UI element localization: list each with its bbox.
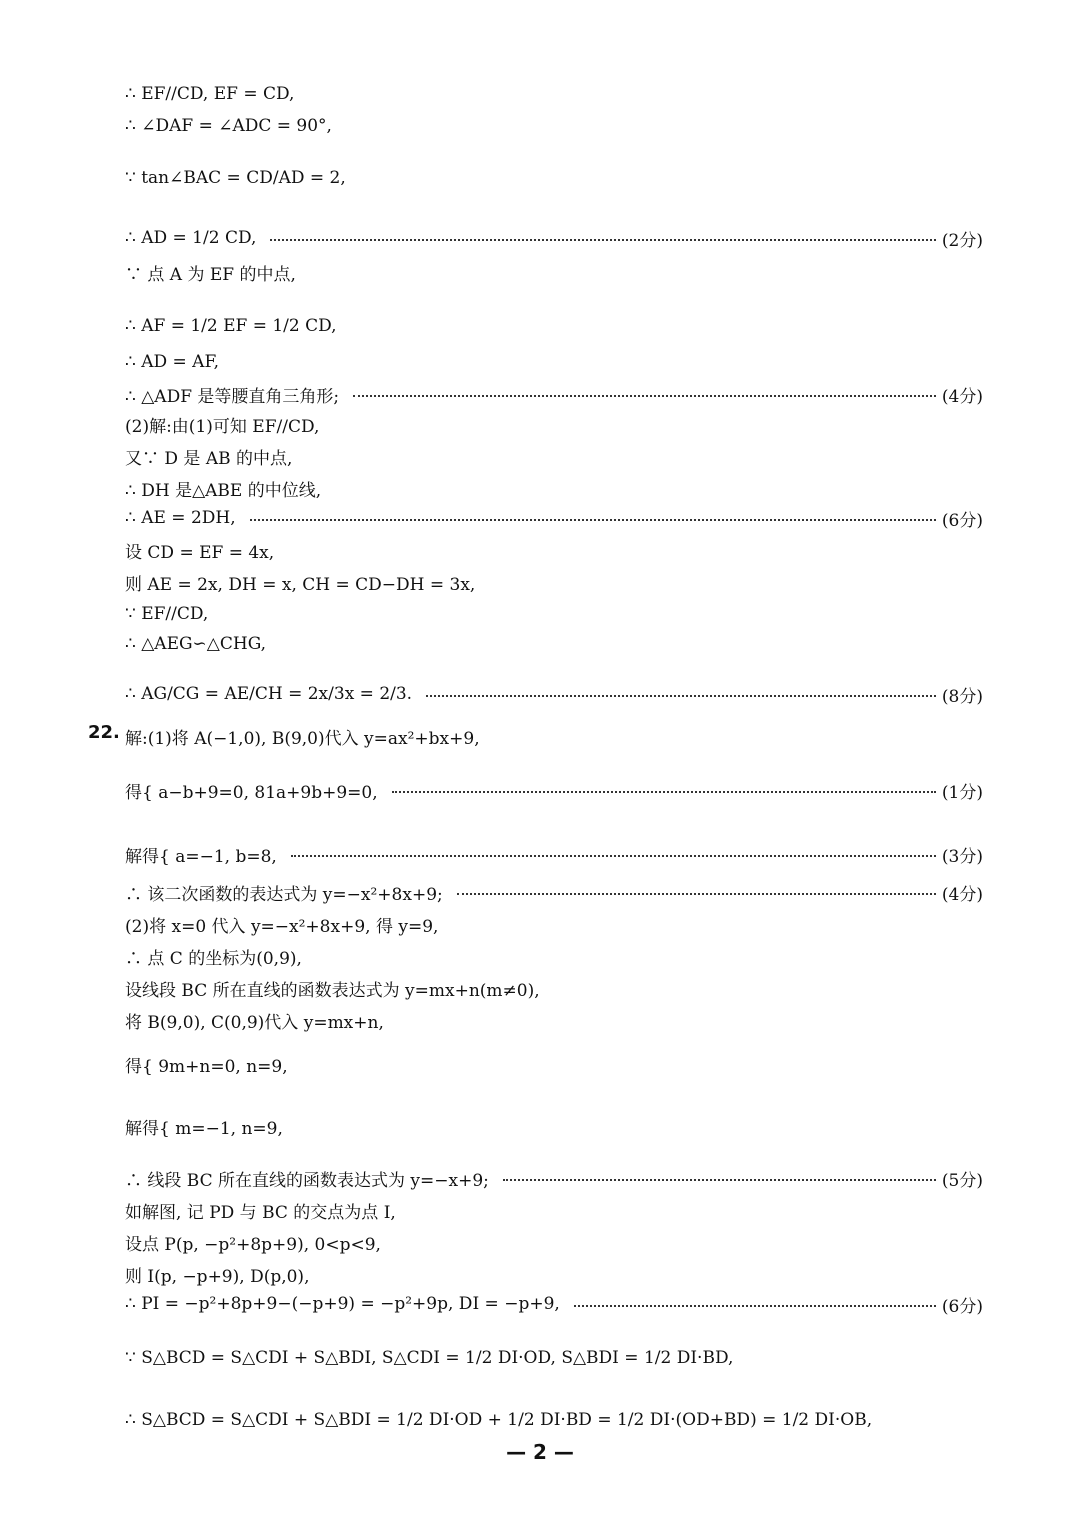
solution-line-text: ∴ ∠DAF = ∠ADC = 90°, [125, 116, 332, 136]
solution-line [125, 534, 983, 566]
solution-line [125, 1392, 983, 1448]
solution-line-text: (2)将 x=0 代入 y=−x²+8x+9, 得 y=9, [125, 916, 439, 937]
question-number: 22. [88, 722, 120, 743]
dot-leader [503, 1179, 936, 1181]
solution-line-text: ∴ AE = 2DH, [125, 508, 236, 528]
solution-line-text: ∵ EF//CD, [125, 604, 209, 624]
score-label: (6分) [941, 1296, 983, 1317]
solution-line-text: 设 CD = EF = 4x, [125, 542, 275, 563]
solution-line-text: 则 AE = 2x, DH = x, CH = CD−DH = 3x, [125, 574, 476, 595]
solution-line-text: 设点 P(p, −p²+8p+9), 0<p<9, [125, 1234, 381, 1255]
score-label: (4分) [941, 884, 983, 905]
solution-line-text: 则 I(p, −p+9), D(p,0), [125, 1266, 310, 1287]
score-label: (2分) [941, 230, 983, 251]
solution-line-text: 解得{ a=−1, b=8, [125, 846, 277, 867]
solution-line [125, 1004, 983, 1036]
solution-line [125, 908, 983, 940]
score-label: (8分) [941, 686, 983, 707]
solution-line-text: ∴ DH 是△ABE 的中位线, [125, 480, 322, 501]
score-label: (5分) [941, 1170, 983, 1191]
solution-line [125, 972, 983, 1004]
dot-leader [457, 893, 936, 895]
dot-leader [426, 695, 936, 697]
solution-line [125, 940, 983, 972]
score-label: (4分) [941, 386, 983, 407]
solution-line [125, 408, 983, 440]
solution-line [125, 78, 983, 110]
solution-line-text: ∴ S△BCD = S△CDI + S△BDI = 1/2 DI·OD + 1/2 DI·BD = 1/2 DI·(OD+BD) = 1/2 DI·OB, [125, 1410, 873, 1430]
solution-line [125, 1036, 983, 1092]
solution-line-text: ∴ AD = 1/2 CD, [125, 228, 257, 248]
solution-line [125, 110, 983, 142]
solution-line [125, 1162, 983, 1194]
solution-line [125, 628, 983, 660]
solution-line [125, 1098, 983, 1154]
solution-line [125, 826, 983, 882]
solution-line [125, 150, 983, 206]
page-number: — 2 — [506, 1440, 574, 1464]
solution-line-text: ∴ EF//CD, EF = CD, [125, 84, 295, 104]
solution-line-text: ∴ 该二次函数的表达式为 y=−x²+8x+9; [125, 884, 443, 905]
score-label: (3分) [941, 846, 983, 867]
dot-leader [291, 855, 936, 857]
solution-line-text: 解:(1)将 A(−1,0), B(9,0)代入 y=ax²+bx+9, [125, 728, 480, 749]
solution-line [125, 378, 983, 410]
score-label: (1分) [941, 782, 983, 803]
solution-line [125, 1226, 983, 1258]
solution-line-text: ∴ 线段 BC 所在直线的函数表达式为 y=−x+9; [125, 1170, 489, 1191]
solution-line-text: 又∵ D 是 AB 的中点, [125, 448, 293, 469]
solution-line [125, 762, 983, 818]
solution-line-text: 将 B(9,0), C(0,9)代入 y=mx+n, [125, 1012, 384, 1033]
solution-line [125, 720, 983, 752]
solution-line [125, 256, 983, 288]
solution-line-text: (2)解:由(1)可知 EF//CD, [125, 416, 320, 437]
solution-line-text: ∴ AF = 1/2 EF = 1/2 CD, [125, 316, 337, 336]
score-label: (6分) [941, 510, 983, 531]
solution-line-text: ∴ △AEG∽△CHG, [125, 634, 267, 654]
dot-leader [353, 395, 936, 397]
solution-line [125, 876, 983, 908]
solution-line-text: ∴ △ADF 是等腰直角三角形; [125, 386, 340, 407]
solution-line-text: 解得{ m=−1, n=9, [125, 1118, 283, 1139]
solution-line [125, 1330, 983, 1386]
solution-line-text: 得{ 9m+n=0, n=9, [125, 1056, 288, 1077]
solution-line-text: ∵ tan∠BAC = CD/AD = 2, [125, 168, 346, 188]
solution-line [125, 1194, 983, 1226]
solution-line [125, 440, 983, 472]
solution-line-text: 设线段 BC 所在直线的函数表达式为 y=mx+n(m≠0), [125, 980, 540, 1001]
solution-line-text: ∴ AD = AF, [125, 352, 220, 372]
solution-line [125, 598, 983, 630]
solution-line [125, 502, 983, 534]
solution-line [125, 1288, 983, 1320]
solution-line-text: ∵ S△BCD = S△CDI + S△BDI, S△CDI = 1/2 DI·OD, S△BDI = 1/2 DI·BD, [125, 1348, 734, 1368]
solution-line-text: ∴ 点 C 的坐标为(0,9), [125, 948, 302, 969]
solution-line [125, 666, 983, 722]
solution-line-text: 得{ a−b+9=0, 81a+9b+9=0, [125, 782, 378, 803]
solution-line-text: 如解图, 记 PD 与 BC 的交点为点 I, [125, 1202, 396, 1223]
dot-leader [574, 1305, 936, 1307]
solution-line [125, 1258, 983, 1290]
solution-line-text: ∴ AG/CG = AE/CH = 2x/3x = 2/3. [125, 684, 413, 704]
dot-leader [270, 239, 936, 241]
solution-line [125, 566, 983, 598]
solution-line-text: ∴ PI = −p²+8p+9−(−p+9) = −p²+9p, DI = −p+9, [125, 1294, 560, 1314]
dot-leader [392, 791, 936, 793]
solution-line [125, 346, 983, 378]
solution-line [125, 472, 983, 504]
solution-line-text: ∵ 点 A 为 EF 的中点, [125, 264, 296, 285]
dot-leader [250, 519, 936, 521]
